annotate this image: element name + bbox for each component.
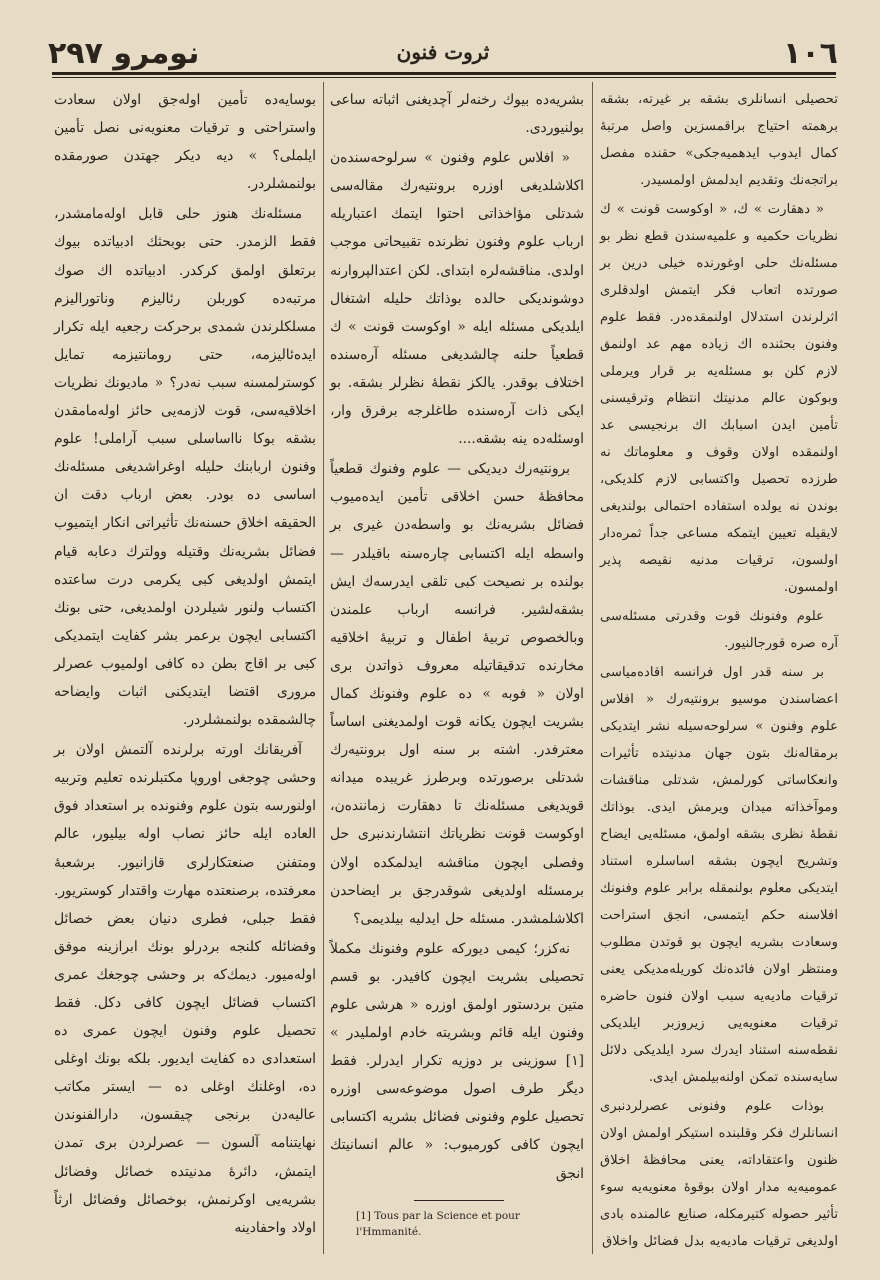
paragraph: بشریه‌ده بیوك رخنه‌لر آچدیغنی اثباته ساعی بولنیوردی. xyxy=(330,92,584,137)
paragraph: بوذات علوم وفنونی عصرلردنبری انسانلرك فکر وقلبنده استیکر اولمش اولان ظنون واعتقاداته، یعنی محافظهٔ اخلاق عمومیه‌یه مدار اولان بوقوهٔ معنویه‌یه سوء تأثیر حصوله کتیرمکله، صنایع عالمنده بادی اولدیغی ترقیات مادیه‌یه بدل فضائل واخلاق xyxy=(600,1099,838,1249)
paragraph: نه‌کزر؛ کیمی دیورکه علوم وفنونك مکملاً تحصیلی بشریت ایچون کافیدر. بو قسم متین بردستور اولمق اوزره « هرشی علوم وفنون ایله قائم وبشریته خادم اولملیدر » [١] سوزینی بر دوزیه تکرار ایدرلر. فقط دیگر طرف اصول موضوعه‌سی اوزره تحصیل علوم وفنونی فضائل بشریه‌ اکتسابی ایچون کافی کورمیوب: « عالم انسانیتك انجق xyxy=(330,940,584,1182)
paragraph: علوم وفنونك قوت وقدرتی مسئله‌سی آره صره قورجالنیور. xyxy=(600,609,838,651)
paragraph: برونتیه‌رك دیدیکی — علوم وفنوك قطعیاً محافظهٔ حسن اخلاقی تأمین ایده‌میوب فضائل بشریه‌نك بو واسطه‌دن غیری بر واسطه ایله اکتسابی چاره‌سنه باقیلدر — بولنده بر نصیحت کبی تلقی ایدرسه‌ك ایش بشقه‌لشیر. فرانسه ارباب علمندن وبالخصوص تربیهٔ اطفال و تربیهٔ اخلاقیه مخارنده تدقیقاتیله معروف ذواتدن بری اولان « فوبه » ده علوم وفنونك کمال بشریت ایچون یکانه قوت اولمدیغنی اساساً معترفدر. اشته بر سنه اول برونتیه‌رك شدتلی برصورتده وبرطرز غریبده میدانه قویدیغی مسئله‌نك تا دهقارت زماننده‌ن، اوکوست قونت نظریاتك انتشارندنبری حل وفصلی ایچون مناقشه ایدلمکده اولان برمسئله اولدیغی شوقدرجق بر ایضاحدن اکلاشلمشدر. مسئله حل ایدلیه بیلدیمی؟ xyxy=(330,461,584,927)
page-number: ١٠٦ xyxy=(783,36,838,71)
paragraph: بر سنه قدر اول فرانسه اقاده‌میاسی اعضاسندن موسیو برونتیه‌رك « افلاس علوم وفنون » سرلوحه‌سیله نشر ایتدیکی برمقاله‌نك بتون جهان مدنیتده تأثیرات وانعکاساتی کورلمش، شدتلی مناقشات وموآخذاته میدان ویرمش ایدی. بوذاتك نقطهٔ نظری بشقه اولمق، مسئله‌یی ایضاح وتشریح ایچون بشقه اساسلره استناد ایتدیکی معلوم بولنمقله برابر علوم وفنونك افلاسنه حکم ایتمسی، انجق استراحت وسعادت بشریه ایچون بو قوتدن مطلوب ومنتظر اولان فائده‌نك کوریله‌مدیکی یعنی ترقیات مادیه‌یه سبب اولان فنون حاضره ترقیات معنویه‌یی زیروزبر ایلدیکی نقطه‌سنه استناد ایدرك سرد ایلدیکی دلائل سایه‌سنده تمکن اولنه‌بیلمش ایدی. xyxy=(600,665,838,1085)
column-right xyxy=(600,86,838,1254)
header-rule-thick xyxy=(52,72,836,75)
column-divider xyxy=(592,82,593,1254)
page-header xyxy=(48,34,838,70)
issue-number: نومرو ٢٩٧ xyxy=(48,36,200,71)
paragraph: مسئله‌نك هنوز حلی قابل اوله‌مامشدر، فقط الزمدر. حتی بوبحثك ادبیاتده بیوك برتعلق اولمق کرکدر. ادبیاتده اك صوك مرتبه‌ده کوربلن رئالیزم وناتورالیزم مسلکلرندن شمدی برحرکت رجعیه ایله تکرار ایده‌ئالیزمه، حتی رومانتیزمه تمایل کوسترلمسنه سبب نه‌در؟ « مادیونك نظریات اخلاقیه‌سی، قوت لازمه‌یی حائز اوله‌مامقدن بشقه بوکا نااساسلی سبب آراملی! علوم وفنون اربابنك حلیله اوغراشدیغی مسئله‌نك اساسی ده بودر. بعض ارباب دقت ان الحقیقه اخلاق حسنه‌نك تأثیراتی انکار ایتمیوب فضائل بشریه‌نك وقتیله وولترك دعابه قیام ایتمش اولدیغی کبی یکرمی درت ساعتده اکتساب ولنور شیلردن اولمدیغی، حتی بونك اکتسابی ایچون برعمر بشر کفایت ایتمدیکی کبی بر اقاج بطن ده کافی اولمیوب عصرلر مروری اقتضا ایتدیکنی اثبات وایضاحه چالشمقده بولنمشلردر. xyxy=(54,206,316,729)
header-rule-thin xyxy=(52,77,836,78)
paragraph: تحصیلی انسانلری بشقه‌ بر غیرته، بشقه برهمته احتیاج براقمسزین واصل مرتبهٔ کمال ایدوب ایدهمیه‌جکی» حقنده‌ مفصل براتجه‌نك وتقدیم ایدلمش اولمسیدر. xyxy=(600,92,838,188)
column-left xyxy=(54,86,316,1254)
column-divider xyxy=(323,82,324,1254)
column-middle xyxy=(330,86,584,1192)
paragraph: « افلاس علوم وفنون » سرلوحه‌سنده‌ن اکلاشلدیغی اوزره برونتیه‌رك مقاله‌سی شدتلی مؤاخذاتی احتوا ایتمك اعتباریله ارباب علوم وفنون نظرنده تقبیحاتی موجب اولدی. مناقشه‌لره ابتدای. لکن اعتدالپروارنه دوشوندیکی حالده بوذاتك حلیله اشتغال ایلدیکی مسئله ایله « اوکوست قونت » ك قطعیاً حلنه چالشدیغی مسئله آره‌سنده اختلاف بوقدر. یالکز نقطهٔ نظرلر بشقه. بو ایکی ذات آره‌سنده طاغلرجه برفرق وار، اوسئله‌ده ینه بشقه.... xyxy=(330,150,584,448)
paragraph: « دهقارت » ك، « اوکوست قونت » ك نظریات حکمیه و علمیه‌سندن قطع نظر بو مسئله‌نك حلی اوغورنده خیلی درین بر صورتده اتعاب فکر ایتمش اولدقلری اثرلرندن استدلال اولنمقده‌در. فقط علوم وفنون بحثنده اك زیاده مهم عد اولنمق لازم کلن بو مسئله‌یه بر قرار ویرملی وبوکون عالم مدنیتك انتظام وترقیسنی تأمین ایدن اسبابك اك برنجیسی عد اولنمقده اولان وقوف و معلوماتك نه طرزده تحصیل واکتسابی لازم کلدیکی، بوندن نه یولده استفاده احتمالی بولندیغی لایقیله تعیین ایتمکه مساعی جداً ثمره‌دار اولسون، ترقیات مدنیه نقیصه پذیر اولمسون. xyxy=(600,202,838,595)
paragraph: آفریقانك اورته برلرنده آلتمش اولان بر وحشی چوجغی اوروپا مکتبلرنده تعلیم وتربیه اولنورسه بتون علوم وفنونده بر استعداد فوق العاده ایله حائز نصاب اوله بیلیور، عالم ومتفنن صنعتکارلری قازانیور. برشعبهٔ معرفتده، برصنعتده مهارت واقتدار کوستریور. فقط جبلی، فطری دنیان بعض خصائل وفضائله کلنجه بردرلو بونك ابرازینه موفق اوله‌میور. دیمك‌که بر وحشی چوجغك عمری اکتساب فضائل ایچون کافی دکل. فقط تحصیل علوم وفنون ایچون عمری ده استعدادی ده کفایت ایدیور. بلکه بونك اوغلی ده، اوغلنك اوغلی ده — ایستر مکاتب عالیه‌دن برنجی چیقسون، دارالفنوندن نهایتنامه آلسون — عصرلردن بری تمدن ایتمش، دائرهٔ مدنیتده خصائل وفضائل بشریه‌یی اوکرنمش، بوخصائل وفضائل ارثاً اولاد واحفادینه xyxy=(54,742,316,1236)
footnote-rule xyxy=(414,1200,504,1201)
footnote: [1] Tous par la Science et pour l'Hmmanité. xyxy=(356,1210,520,1238)
journal-title: ثروت فنون xyxy=(396,40,490,64)
paragraph: بوسایه‌ده تأمین اوله‌جق اولان سعادت واستراحتی و ترقیات معنویه‌نی نصل تأمین ایلملی؟ » دیه دیکر جهتدن صورمقده بولنمشلردر. xyxy=(54,92,316,193)
